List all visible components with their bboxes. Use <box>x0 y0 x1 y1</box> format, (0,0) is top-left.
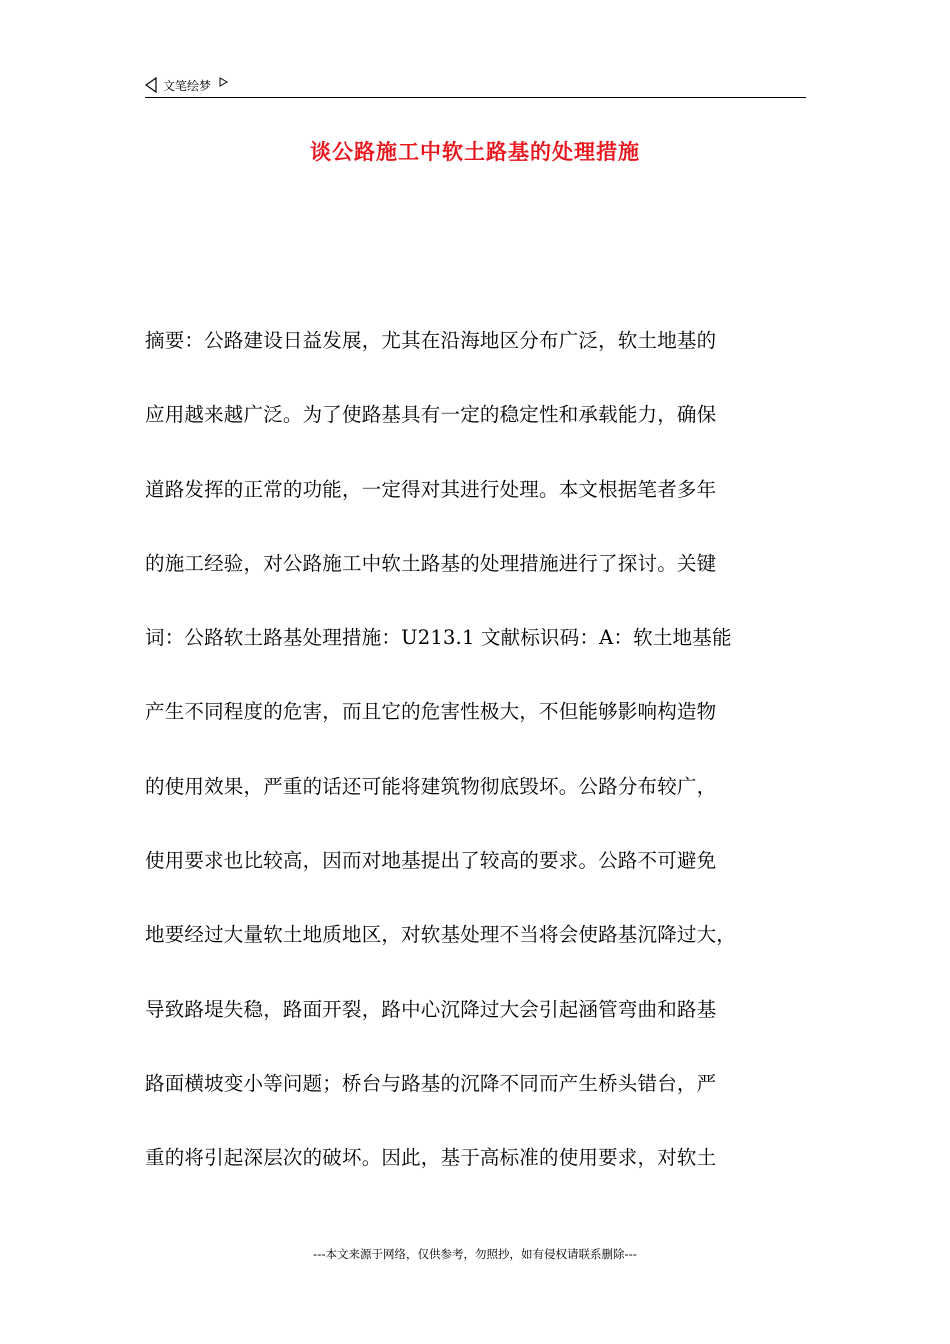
body-line: 的施工经验，对公路施工中软土路基的处理措施进行了探讨。关键 <box>145 551 717 575</box>
body-line: 应用越来越广泛。为了使路基具有一定的稳定性和承载能力，确保 <box>145 403 717 427</box>
body-line: 路面横坡变小等问题；桥台与路基的沉降不同而产生桥头错台，严 <box>145 1071 717 1095</box>
body-line: 地要经过大量软土地质地区，对软基处理不当将会使路基沉降过大， <box>145 923 737 947</box>
body-line: 使用要求也比较高，因而对地基提出了较高的要求。公路不可避免 <box>145 849 717 873</box>
page-header <box>145 74 228 96</box>
document-body <box>145 320 825 1212</box>
right-triangle-icon <box>219 77 228 87</box>
header-divider <box>145 97 806 98</box>
body-line: 重的将引起深层次的破坏。因此，基于高标准的使用要求，对软土 <box>145 1146 717 1170</box>
body-line: 导致路堤失稳，路面开裂，路中心沉降过大会引起涵管弯曲和路基 <box>145 997 717 1021</box>
left-triangle-icon <box>145 77 157 93</box>
document-title: 谈公路施工中软土路基的处理措施 <box>310 140 640 164</box>
body-line: 道路发挥的正常的功能，一定得对其进行处理。本文根据笔者多年 <box>145 477 717 501</box>
body-line: 产生不同程度的危害，而且它的危害性极大，不但能够影响构造物 <box>145 700 717 724</box>
body-line: 的使用效果，严重的话还可能将建筑物彻底毁坏。公路分布较广， <box>145 774 717 798</box>
body-line: 摘要：公路建设日益发展，尤其在沿海地区分布广泛，软土地基的 <box>145 329 717 352</box>
page-footer: ---本文来源于网络，仅供参考，勿照抄，如有侵权请联系删除--- <box>313 1247 637 1261</box>
body-line: 词：公路软土路基处理措施：U213.1 文献标识码：A：软土地基能 <box>145 626 732 650</box>
header-brand: 文笔绘梦 <box>163 78 212 93</box>
